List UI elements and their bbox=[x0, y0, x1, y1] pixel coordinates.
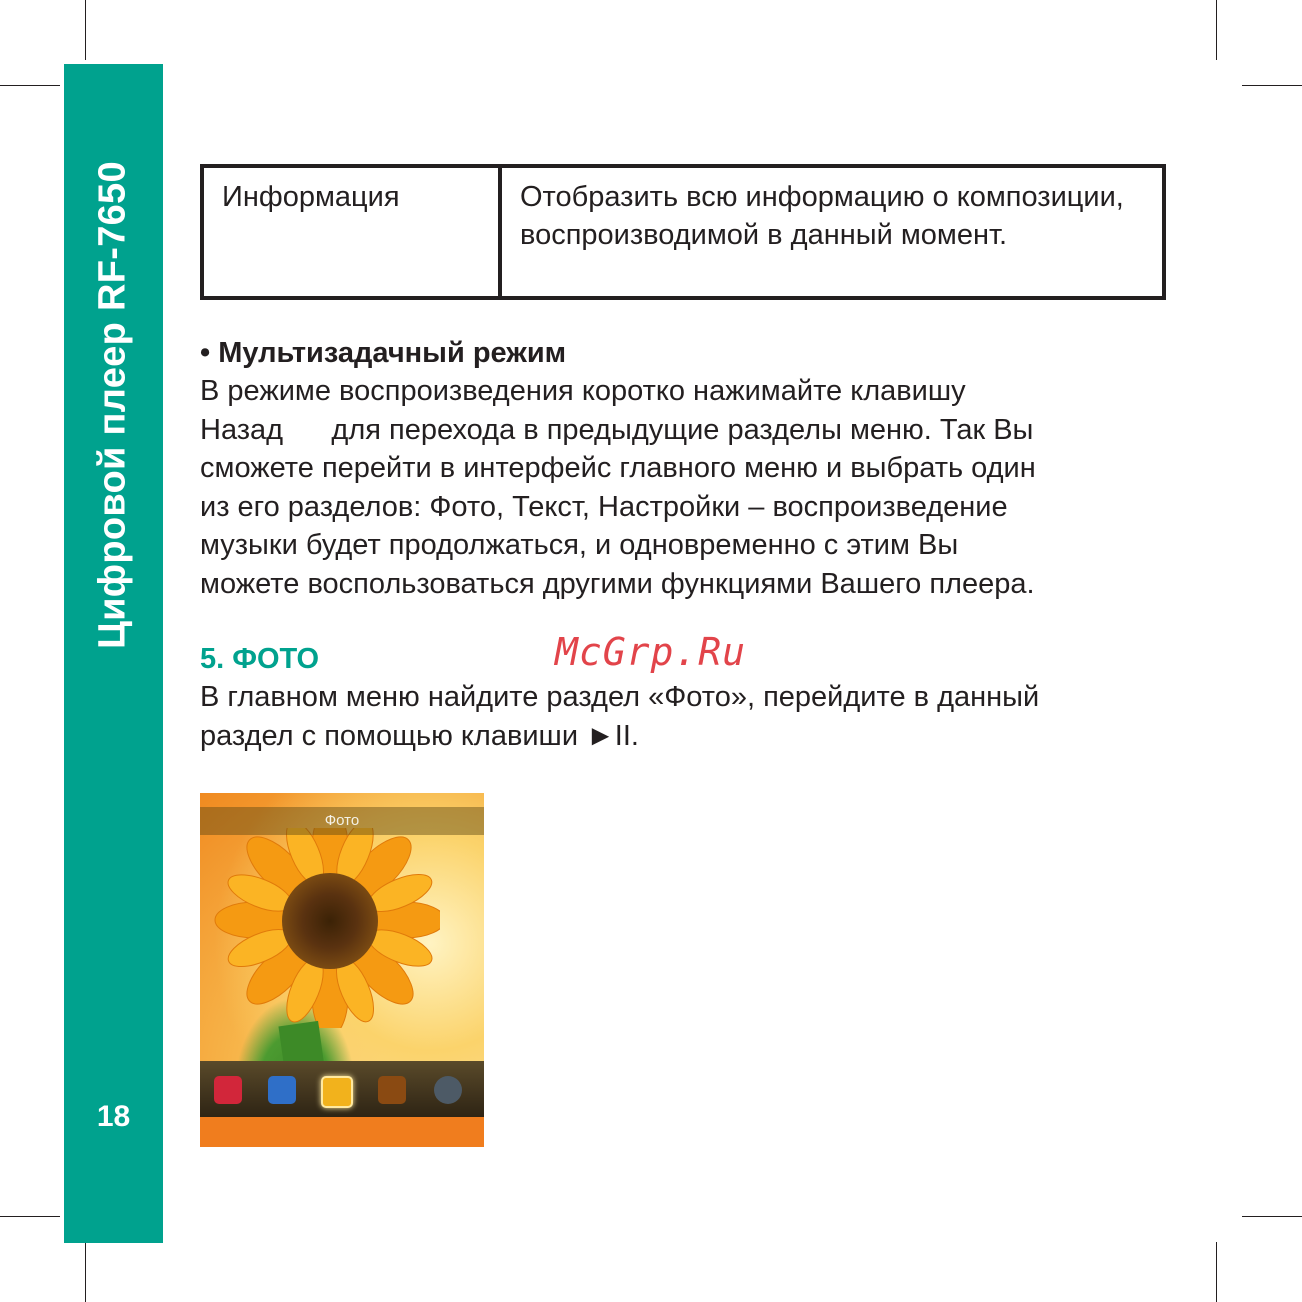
text-line: Назад для перехода в предыдущие разделы меню. Так Вы bbox=[200, 413, 1034, 446]
screen-title: Фото bbox=[324, 812, 360, 829]
text-line: музыки будет продолжаться, и одновременно с этим Вы bbox=[200, 529, 959, 561]
crop-mark bbox=[1216, 1242, 1217, 1302]
text-line: можете воспользоваться другими функциями Вашего плеера. bbox=[200, 567, 1035, 600]
text-line: из его разделов: Фото, Текст, Настройки – воспроизведение bbox=[200, 490, 1008, 523]
device-screenshot bbox=[200, 793, 484, 1147]
crop-mark bbox=[0, 85, 60, 86]
text-icon bbox=[378, 1076, 406, 1104]
crop-mark bbox=[85, 1242, 86, 1302]
crop-mark bbox=[0, 1216, 60, 1217]
text-line: раздел с помощью клавиши ►II. bbox=[200, 719, 639, 752]
section-heading-multitask: • Мультизадачный режим bbox=[200, 337, 567, 369]
crop-mark bbox=[1216, 0, 1217, 60]
music-icon bbox=[214, 1076, 242, 1104]
table-row bbox=[202, 166, 1164, 298]
table-cell-label: Информация bbox=[202, 166, 500, 298]
text-line: сможете перейти в интерфейс главного меню и выбрать один bbox=[200, 452, 1036, 484]
screen-bottom-strip bbox=[200, 1117, 484, 1147]
text-line: В главном меню найдите раздел «Фото», перейдите в данный bbox=[200, 681, 1040, 713]
photo-paragraph bbox=[200, 678, 1160, 755]
video-icon bbox=[268, 1076, 296, 1104]
crop-mark bbox=[1242, 85, 1302, 86]
text-line: В режиме воспроизведения коротко нажимайте клавишу bbox=[200, 375, 966, 407]
watermark: McGrp.Ru bbox=[555, 630, 747, 674]
photo-icon bbox=[321, 1076, 353, 1108]
flower-center bbox=[282, 873, 378, 969]
page-number: 18 bbox=[96, 1100, 131, 1133]
crop-mark bbox=[85, 0, 86, 60]
section-heading-photo: 5. ФОТО bbox=[200, 643, 320, 675]
sidebar-title: Цифровой плеер RF-7650 bbox=[91, 161, 134, 649]
table-cell-description: Отобразить всю информацию о композиции, воспроизводимой в данный момент. bbox=[500, 166, 1164, 298]
info-table bbox=[200, 164, 1166, 300]
multitask-paragraph bbox=[200, 372, 1160, 603]
settings-icon bbox=[434, 1076, 462, 1104]
crop-mark bbox=[1242, 1216, 1302, 1217]
